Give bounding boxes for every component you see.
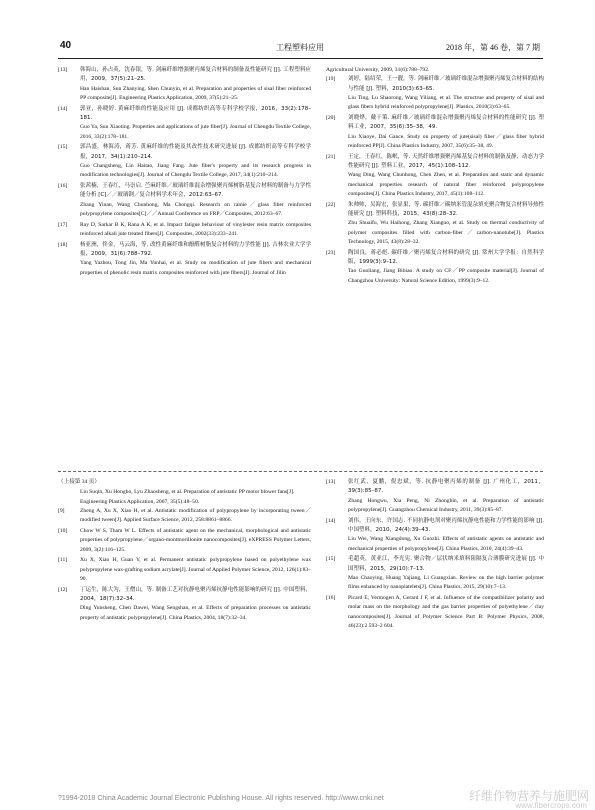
reference-item (326, 75, 544, 112)
reference-item (326, 114, 544, 151)
reference-chinese: 丁运生，陈大为，王僧山，等. 制备工艺对抗静电聚丙烯抗静电性能影响的研究 [J]. 中国塑料，2004，18(7):32–34. (80, 586, 311, 603)
reference-number: [16] (58, 183, 68, 190)
reference-item (326, 478, 544, 515)
reference-number: [21] (326, 153, 336, 160)
header-rule (58, 58, 543, 59)
reference-continuation (326, 66, 544, 75)
reference-number: [18] (58, 241, 68, 248)
reference-chinese: 刘晓烨，戴干策. 麻纤维／玻璃纤维混杂增强聚丙烯复合材料的性能研究 [J]. 塑料工业，2007，35(6):35–38，49. (348, 114, 544, 131)
reference-continuation (58, 488, 311, 507)
reference-english: Picard E, Vermogen A, Gerard J F, et al. Influence of the compatibilizer polarity and molar mass on the morphology and the gas barrier properties of polyethylene／clay nanocomposites[J]. Journal of Polymer Science Part B: Polymer Physics, 2008, 46(23):2 593–2 604. (348, 595, 544, 629)
reference-number: [13] (58, 67, 68, 73)
section-separator (58, 471, 543, 472)
page-number: 40 (60, 40, 72, 51)
reference-number: [14] (326, 517, 336, 524)
reference-english: Chow W S, Tham W L. Effects of antistatic agent on the mechanical, morphological and antistatic properties of polypropylene／organo-montmorillonite nanocomposites[J]. eXPRESS Polymer Letters, 2009, 3(2):116–125. (80, 527, 311, 553)
reference-english: Zhang Hongwu, Xia Peng, Ni Zhongbin, et al. Preparation of antistatic polypropylene[J]. Guangzhou Chemical Industry, 2011, 39(3):85–87. (348, 497, 544, 513)
reference-number: [14] (58, 105, 68, 112)
reference-item (326, 517, 544, 554)
reference-chinese: 陶国良，蒋必彪. 碳纤维／聚丙烯复合材料的研究 [J]. 常州大学学报：自然科学版，1999(3):9–12. (348, 249, 544, 265)
reference-item (326, 555, 544, 592)
reference-item (58, 507, 311, 526)
reference-english: Guo Ya, Sun Xiaoting. Properties and applications of jute fiber[J]. Journal of Chengdu Textile College, 2016, 33(2):178–181. (80, 124, 311, 140)
reference-english: Xu X, Xiao H, Guan Y, et al. Permanent antistatic polypropylene based on polyethylene wax polypropylene wax-grafting sodium acrylate[J]. Journal of Applied Polymer Science, 2012, 126(1):83–90. (80, 557, 311, 582)
reference-number: [15] (58, 144, 68, 151)
references-bottom-right (326, 478, 544, 633)
reference-english: Liu Xiaoye, Dai Gance. Study on property of jute(sisal) fiber／glass fiber hybrid reinforced PP[J]. China Plastics Industry, 2007, 35(6):35–38, 49. (348, 133, 544, 149)
reference-item (58, 221, 311, 240)
reference-number: [9] (58, 507, 65, 514)
reference-number: [12] (58, 586, 68, 593)
reference-english: Ray D, Sarkar B K, Rana A K, et al. Impact fatigue behaviour of vinylester resin matrix composites reinforced alkali jute treated fibers[J]. Composites, 2002(33):233–241. (80, 221, 311, 238)
reference-item (58, 527, 311, 555)
reference-english: Han Haishan, Sun Zhanying, Shen Chunyin, et al. Preparation and properties of sisal fiber reinforced PP composite[J]. Engineering Plastics Application, 2009, 37(5):21–25. (80, 85, 311, 101)
reference-english: Liu Ting, Lu Shaorong, Wang Yiliang, et al. The structrue and property of sisal and glass fibers hybrid reinforced polypropylene[J]. Plastics, 2010(3):63–65. (348, 94, 544, 111)
reference-english: Agricultural University, 2009, 31(6):788–792. (326, 67, 430, 73)
reference-item (326, 249, 544, 286)
reference-english: Wang Ding, Wang Chunhong, Chen Zhen, et al. Preparation and static and dynamic mechanical properties research of natural fiber reinforced polypropylene composites[J]. China Plastics Industry, 2017, 45(1):108–112. (348, 172, 544, 197)
copyright-footer: ?1994-2018 China Academic Journal Electronic Publishing House. All rights reserved. http://www.cnki.net (58, 795, 384, 802)
reference-item (58, 586, 311, 623)
reference-item (326, 594, 544, 631)
reference-item (58, 556, 311, 584)
continued-label: （上接第 34 页） (58, 479, 100, 485)
reference-english: Zhang Yinan, Wang Chunhong, Ma Chongqi. Research on ramie／glass fiber reinforced polypropylene composites[C]／／Annual Conference on FRP／Composites, 2012:63–67. (80, 201, 311, 217)
page-header (60, 40, 540, 56)
reference-english: Zhu Shuaifu, Wu Haihong, Zhang Xianguo, et al. Study on thermal conductivity of polymer composites filled with carbon-fiber／carbon-nanotube[J]. Plastics Technology, 2015, 43(8):28–32. (348, 220, 544, 245)
reference-number: [15] (326, 556, 336, 563)
reference-chinese: 杨亚洲，佟金，马云海，等. 改性黄麻纤维和酚醛树脂复合材料的力学性能 [J]. 吉林农业大学学报，2009，31(6):788–792. (80, 241, 311, 258)
reference-chinese: 刘婷，陆绍荣，王一靓，等. 剑麻纤维／玻璃纤维混杂增强聚丙烯复合材料的结构与性能 [J]. 塑料，2010(3):63–65. (348, 76, 544, 92)
reference-english: Liu Suqin, Xu Hongbo, Lyu Zhaosheng, et al. Preparation of antistatic PP motor blower fans[J]. Engineering Plastics Application, 2007, 35(5):48–50. (80, 489, 295, 505)
reference-number: [19] (326, 76, 336, 83)
reference-chinese: 毛超英，黄亚江，李光宪. 聚合物／层状纳米填料阻隔复合薄膜研究进展 [J]. 中国塑料，2015，29(10):7–13. (348, 556, 544, 572)
references-bottom-left (58, 478, 311, 624)
reference-item (58, 66, 311, 103)
reference-english: Mao Chaoying, Huang Yajiang, Li Guangxian. Review on the high barrier polymer films enhanced by nanoplatelets[J]. China Plastics, 2015, 29(10):7–13. (348, 574, 544, 591)
reference-item (58, 241, 311, 278)
reference-number: [13] (326, 479, 336, 485)
reference-number: [10] (58, 527, 68, 534)
reference-number: [22] (326, 201, 336, 208)
reference-item (58, 182, 311, 219)
reference-chinese: 张茜楠，王春红，马崇启. 苎麻纤维／玻璃纤维混杂增强聚丙烯树脂基复合材料的制备与力学性能分析 [C]／／玻璃钢／复合材料学术年会，2012:63–67. (80, 183, 311, 199)
issue-info: 2018 年，第 46 卷，第 7 期 (446, 43, 540, 52)
references-top-left (58, 66, 311, 280)
reference-number: [17] (58, 221, 68, 228)
reference-chinese: 王定，王春红，陈岷，等. 天然纤维增强聚丙烯基复合材料的制备及静、动态力学性能研究 [J]. 塑料工业，2017，45(1):108–112. (348, 153, 544, 169)
reference-chinese: 郭亚，孙晓婷. 黄麻纤维的性能及应用 [J]. 成都纺织高等专科学校学报，2016，33(2):178–181. (80, 105, 311, 121)
reference-chinese: 朱帅帅，吴海宏，张显果，等. 碳纤维／碳纳米管混杂填充聚合物复合材料导热性能研究 [J]. 塑料科技，2015，43(8):28–32. (348, 201, 544, 217)
reference-number: [20] (326, 114, 336, 121)
reference-number: [11] (58, 557, 68, 564)
reference-english: Guo Changsheng, Lin Haitao, Jiang Fang. Jute fiber's property and its research progress in modification technologies[J]. Journal of Chengdu Textile College, 2017, 34(1):210–214. (80, 162, 311, 179)
reference-english: Tao Guoliang, Jiang Bibiao. A study on CF／PP composite material[J]. Journal of Changzhou University: Natural Science Edition, 1999(3):9–12. (348, 268, 544, 284)
reference-item (326, 201, 544, 247)
watermark: 纤维作物营养与施肥网 (468, 789, 589, 803)
reference-number: [16] (326, 595, 336, 602)
reference-number: [23] (326, 249, 336, 256)
reference-english: Liu Wei, Wang Xiangdong, Xu Guozhi. Effects of antistatic agents on antistatic and mechanical properties of polypropylene[J]. China Plastics, 2010, 24(4):39–43. (348, 536, 544, 552)
reference-item (326, 153, 544, 199)
watermark-url: www.fibercrops.com (515, 801, 587, 810)
reference-chinese: 郭昌盛，林海涛，蒋芳. 黄麻纤维的性能及其改性技术研究进展 [J]. 成都纺织高等专科学校学报，2017，34(1):210–214. (80, 144, 311, 160)
reference-chinese: 刘伟，王向东，许国志. 不同抗静电剂对聚丙烯抗静电性能和力学性能的影响 [J]. 中国塑料，2010，24(4):39–43. (348, 517, 544, 533)
reference-english: Ding Yunsheng, Chen Dawei, Wang Sengshan, et al. Effects of preparation processes on antistatic property of antistatic polypropylene[J]. China Plastics, 2004, 18(7):32–34. (80, 605, 311, 621)
reference-chinese: 韩海山，孙占英，沈春银，等. 剑麻纤维增强聚丙烯复合材料的制备及性能研究 [J]. 工程塑料应用，2009，37(5):21–25. (80, 67, 311, 83)
reference-english: Yang Yazhou, Tong Jin, Ma Yunhai, et al. Study on modification of jute fibers and mechanical properties of phenolic resin matrix composites reinforced with jute fibers[J]. Journal of Jilin (80, 260, 311, 276)
reference-item (58, 143, 311, 180)
reference-item (58, 105, 311, 142)
reference-english: Zheng A, Xu X, Xiao H, et al. Antistatic modification of polypropylene by incorporating tween／modified tween[J]. Applied Surface Science, 2012, 258:8861–8866. (80, 507, 311, 524)
journal-name: 工程塑料应用 (276, 43, 324, 52)
reference-chinese: 张红武，夏鹏，倪忠斌，等. 抗静电聚丙烯的制备 [J]. 广州化工，2011，39(3):85–87. (348, 479, 544, 495)
references-top-right (326, 66, 544, 287)
